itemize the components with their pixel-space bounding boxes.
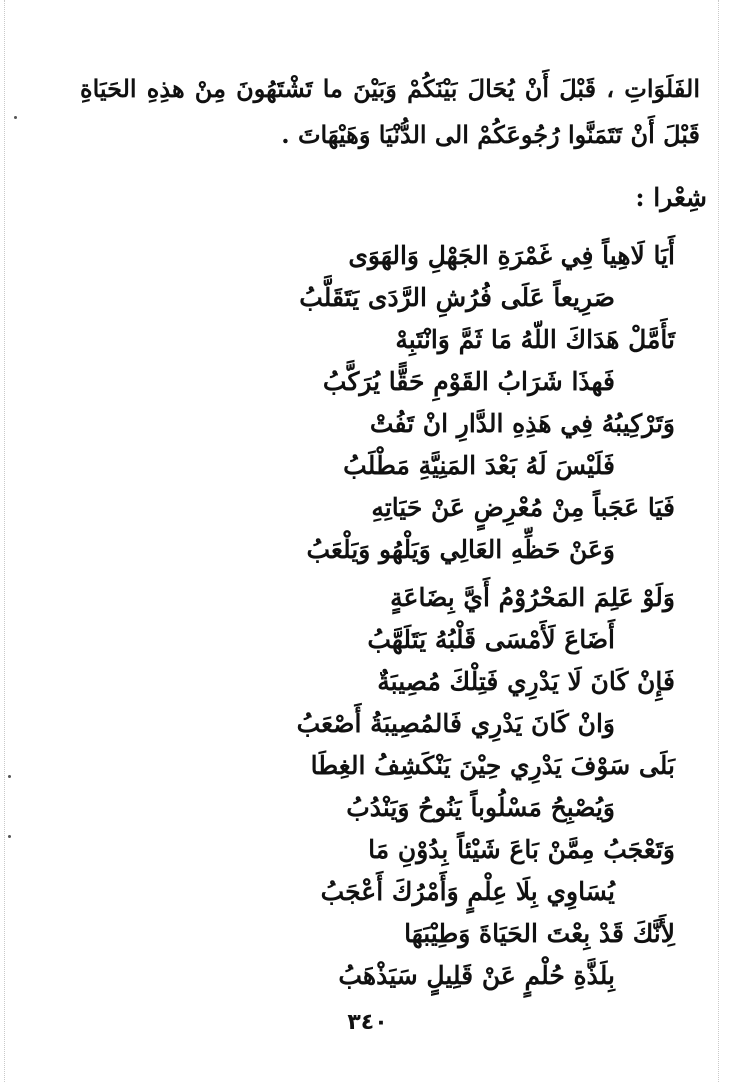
poem-verse: وَلَوْ عَلِمَ المَحْرُوْمُ أَيَّ بِضَاعَةٍ xyxy=(390,583,675,612)
page-number: ٣٤٠ xyxy=(347,1010,388,1035)
poem-verse: تَأَمَّلْ هَدَاكَ اللّهُ مَا ثَمَّ وَانْتَبِهْ xyxy=(395,325,675,354)
poem-verse: فَيَا عَجَباً مِنْ مُعْرِضٍ عَنْ حَيَاتِهِ xyxy=(371,493,675,522)
poem-verse: فَإِنْ كَانَ لَا يَدْرِي فَتِلْكَ مُصِيبَةٌ xyxy=(377,667,675,696)
poem-verse: فَهذَا شَرَابُ القَوْمِ حَقًّا يُرَكَّبُ xyxy=(322,367,615,396)
poem-verse: وَتَرْكِيبُهُ فِي هَذِهِ الدَّارِ انْ تَفُتْ xyxy=(369,409,675,438)
poem-heading: شِعْرا : xyxy=(635,183,707,212)
poem-verse: أَضَاعَ لَأَمْسَى قَلْبُهُ يَتَلَهَّبُ xyxy=(367,625,615,654)
poem-verse: بِلَذَّةِ حُلْمٍ عَنْ قَلِيلٍ سَيَذْهَبُ xyxy=(338,961,615,990)
poem-verse: وَانْ كَانَ يَدْرِي فَالمُصِيبَةُ أَصْعَبُ xyxy=(296,709,615,738)
poem-verse: صَرِيعاً عَلَى فُرُشِ الرَّدَى يَتَقَلَّبُ xyxy=(299,283,615,312)
poem-verse: وَعَنْ حَظِّهِ العَالِي وَيَلْهُو وَيَلْعَبُ xyxy=(306,535,615,564)
poem-verse: فَلَيْسَ لَهُ بَعْدَ المَنِيَّةِ مَطْلَبُ xyxy=(343,451,615,480)
poem-verse: وَتَعْجَبُ مِمَّنْ بَاعَ شَيْئاً بِدُوْنِ مَا xyxy=(368,835,675,864)
prose-paragraph: الفَلَوَاتِ ، قَبْلَ أَنْ يُحَالَ بَيْنَكُمْ وَبَيْنَ ما تَشْتَهُونَ مِنْ هذِهِ الحَيَاةِ قَبْلَ أَنْ تَتَمَنَّوا رُجُوعَكُمْ الى الدُّنْيَا وَهَيْهَاتَ . xyxy=(80,74,700,149)
poem-verse: لِأَنَّكَ قَدْ بِعْتَ الحَيَاةَ وَطِيْبَهَا xyxy=(404,919,675,948)
poem-verse: أَيَا لَاهِياً فِي غَمْرَةِ الجَهْلِ وَالهَوَى xyxy=(348,241,675,270)
poem-verse: بَلَى سَوْفَ يَدْرِي حِيْنَ يَنْكَشِفُ الغِطَا xyxy=(310,751,675,780)
poem-verse: وَيُصْبِحُ مَسْلُوباً يَنُوحُ وَيَنْدُبُ xyxy=(346,793,615,822)
poem-verse: يُسَاوِي بِلَا عِلْمٍ وَأَمْرُكَ أَعْجَبُ xyxy=(320,877,615,906)
